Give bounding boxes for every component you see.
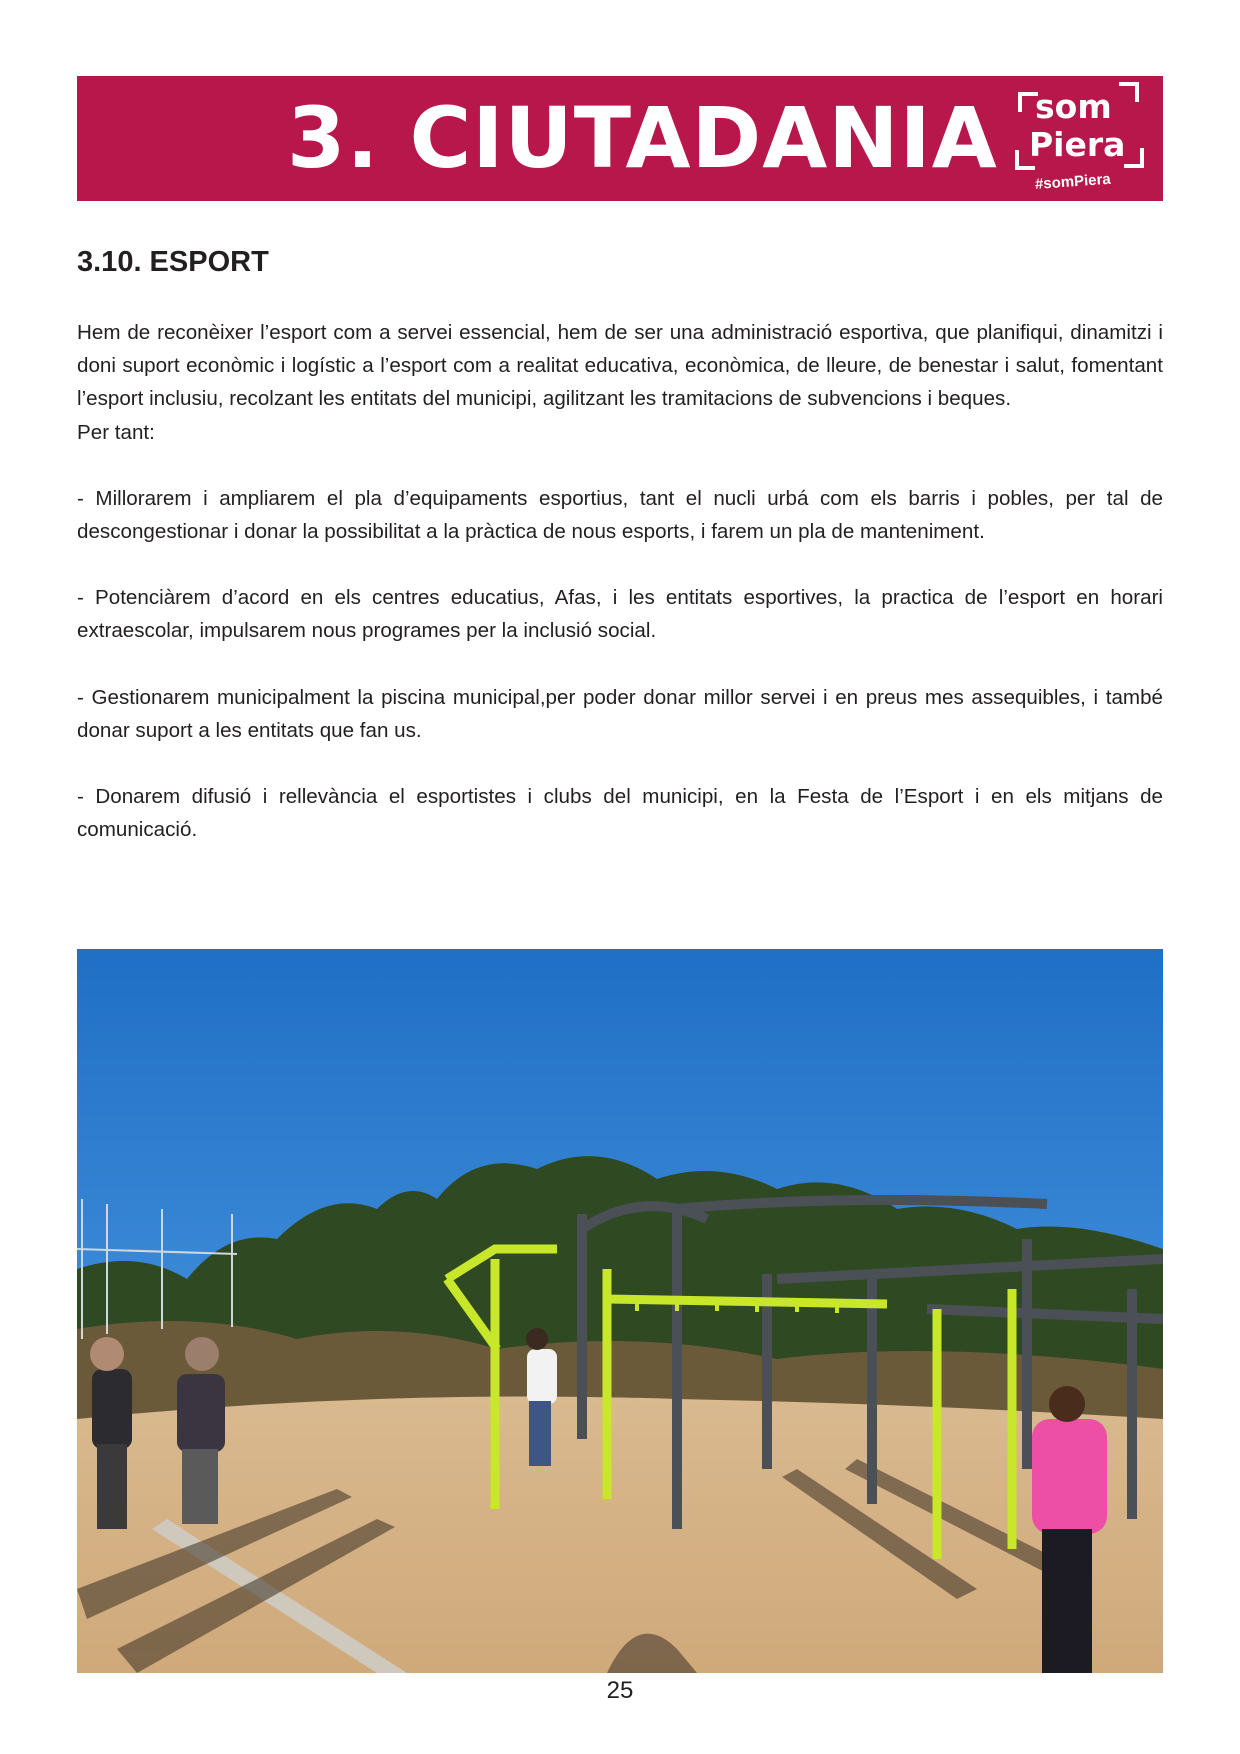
outdoor-gym-photo [77,949,1163,1673]
section-body [77,316,1163,846]
header-banner [77,76,1163,201]
list-item: - Millorarem i ampliarem el pla d’equipaments esportius, tant el nucli urbá com els barris i pobles, per tal de descongestionar i donar la possibilitat a la pràctica de nous esports, i farem un pla de manteniment. [77,486,1163,544]
logo-bracket-top-right [1119,82,1139,102]
logo-text-som: som [1035,87,1112,126]
lead-text: Per tant: [77,420,155,444]
som-piera-logo [1005,80,1165,198]
page-title: 3. CIUTADANIA [287,89,998,187]
page-number: 25 [606,1677,634,1704]
list-item: - Potenciàrem d’acord en els centres educatius, Afas, i les entitats esportives, la practica de l’esport en horari extraescolar, impulsarem nous programes per la inclusió social. [77,586,1163,643]
section-title: 3.10. ESPORT [77,246,269,278]
intro-paragraph: Hem de reconèixer l’esport com a servei essencial, hem de ser una administració esportiva, que planifiqui, dinamitzi i doni suport econòmic i logístic a l’esport com a realitat educativa, econòmica, de lleure, de benestar i salut, fomentant l’esport inclusiu, recolzant les entitats del municipi, agilitzant les tramitacions de subvencions i beques. [77,321,1163,411]
list-item: - Gestionarem municipalment la piscina municipal,per poder donar millor servei i en preus mes assequibles, i també donar suport a les entitats que fan us. [77,685,1163,742]
logo-text-piera: Piera [1029,125,1126,164]
photo-illustration [77,949,1163,1673]
list-item: - Donarem difusió i rellevància el esportistes i clubs del municipi, en la Festa de l’Esport i en els mitjans de comunicació. [77,785,1163,842]
logo-bracket-bottom-right [1124,148,1144,168]
logo-hashtag: #somPiera [1034,170,1112,193]
